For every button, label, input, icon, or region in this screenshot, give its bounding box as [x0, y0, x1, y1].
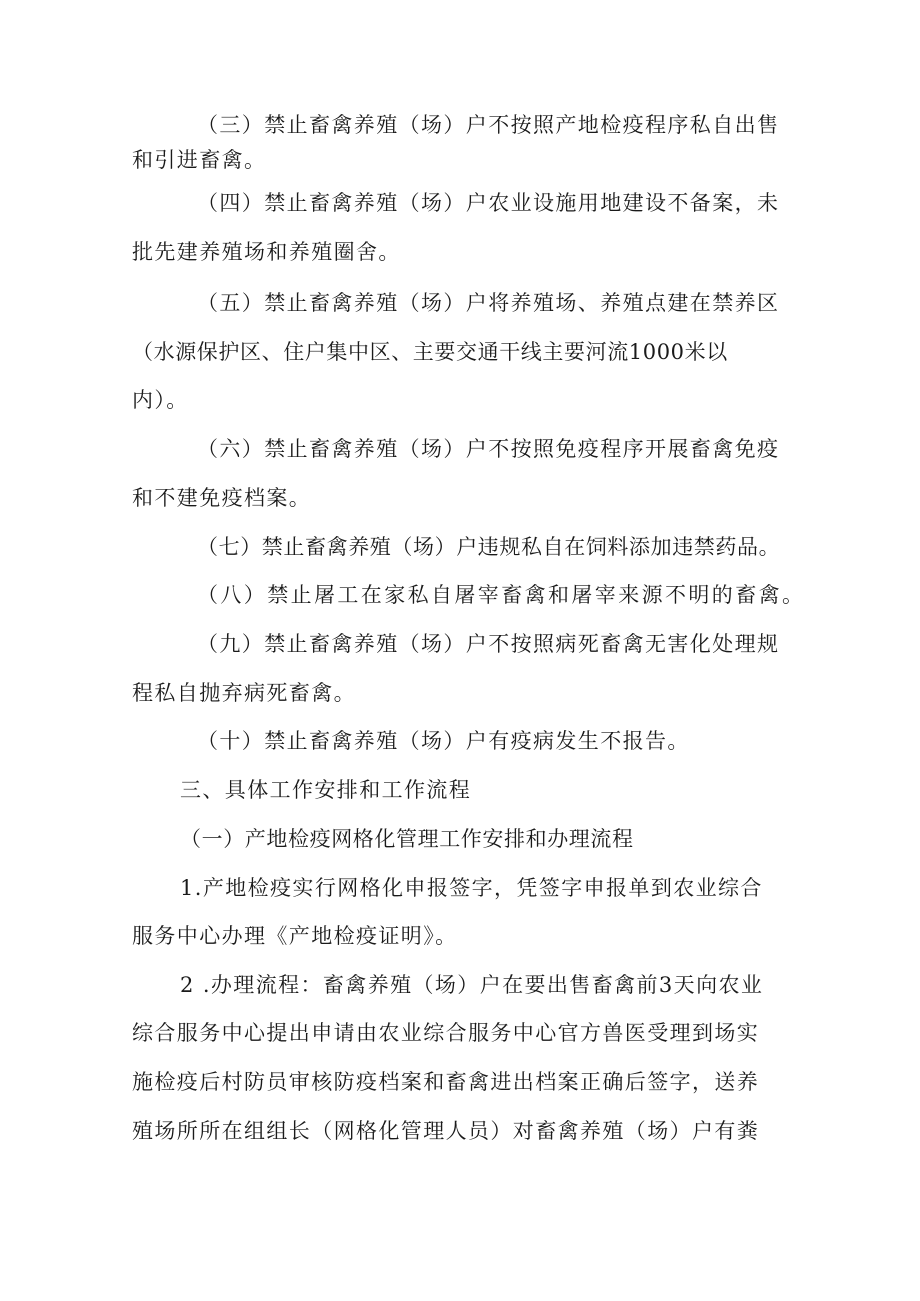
- item-6-line-1: （六）禁止畜禽养殖（场）户不按照免疫程序开展畜禽免疫: [197, 437, 780, 461]
- item-4-line-1: （四）禁止畜禽养殖（场）户农业设施用地建设不备案，未: [197, 191, 780, 215]
- step-1-line-1: 1.产地检疫实行网格化申报签字，凭签字申报单到农业综合: [180, 876, 763, 900]
- item-4-line-2: 批先建养殖场和养殖圈舍。: [132, 240, 401, 264]
- item-5-line-2: （水源保护区、住户集中区、主要交通干线主要河流1000米以: [132, 340, 728, 364]
- item-5-line-3: 内）。: [132, 388, 189, 412]
- step-2-line-4: 殖场所所在组组长（网格化管理人员）对畜禽养殖（场）户有粪: [132, 1119, 760, 1143]
- subsection-heading: （一）产地检疫网格化管理工作安排和办理流程: [180, 827, 634, 851]
- step-2-line-2: 综合服务中心提出申请由农业综合服务中心官方兽医受理到场实: [132, 1021, 760, 1045]
- item-5-line-1: （五）禁止畜禽养殖（场）户将养殖场、养殖点建在禁养区: [197, 291, 780, 315]
- item-7-line-1: （七）禁止畜禽养殖（场）户违规私自在饲料添加违禁药品。: [197, 535, 781, 559]
- item-8-line-1: （八）禁止屠工在家私自屠宰畜禽和屠宰来源不明的畜禽。: [197, 583, 806, 607]
- item-3-line-2: 和引进畜禽。: [132, 148, 267, 172]
- item-10-line-1: （十）禁止畜禽养殖（场）户有疫病发生不报告。: [197, 729, 690, 753]
- item-6-line-2: 和不建免疫档案。: [132, 486, 312, 510]
- item-3-line-1: （三）禁止畜禽养殖（场）户不按照产地检疫程序私自出售: [197, 113, 780, 137]
- step-2-line-3: 施检疫后村防员审核防疫档案和畜禽进出档案正确后签字，送养: [132, 1070, 760, 1094]
- item-9-line-2: 程私自抛弃病死畜禽。: [132, 681, 356, 705]
- step-1-line-2: 服务中心办理《产地检疫证明》。: [132, 924, 458, 948]
- item-9-line-1: （九）禁止畜禽养殖（场）户不按照病死畜禽无害化处理规: [197, 632, 780, 656]
- step-2-line-1: 2 .办理流程：畜禽养殖（场）户在要出售畜禽前3天向农业: [180, 973, 764, 997]
- section-heading: 三、具体工作安排和工作流程: [180, 778, 472, 802]
